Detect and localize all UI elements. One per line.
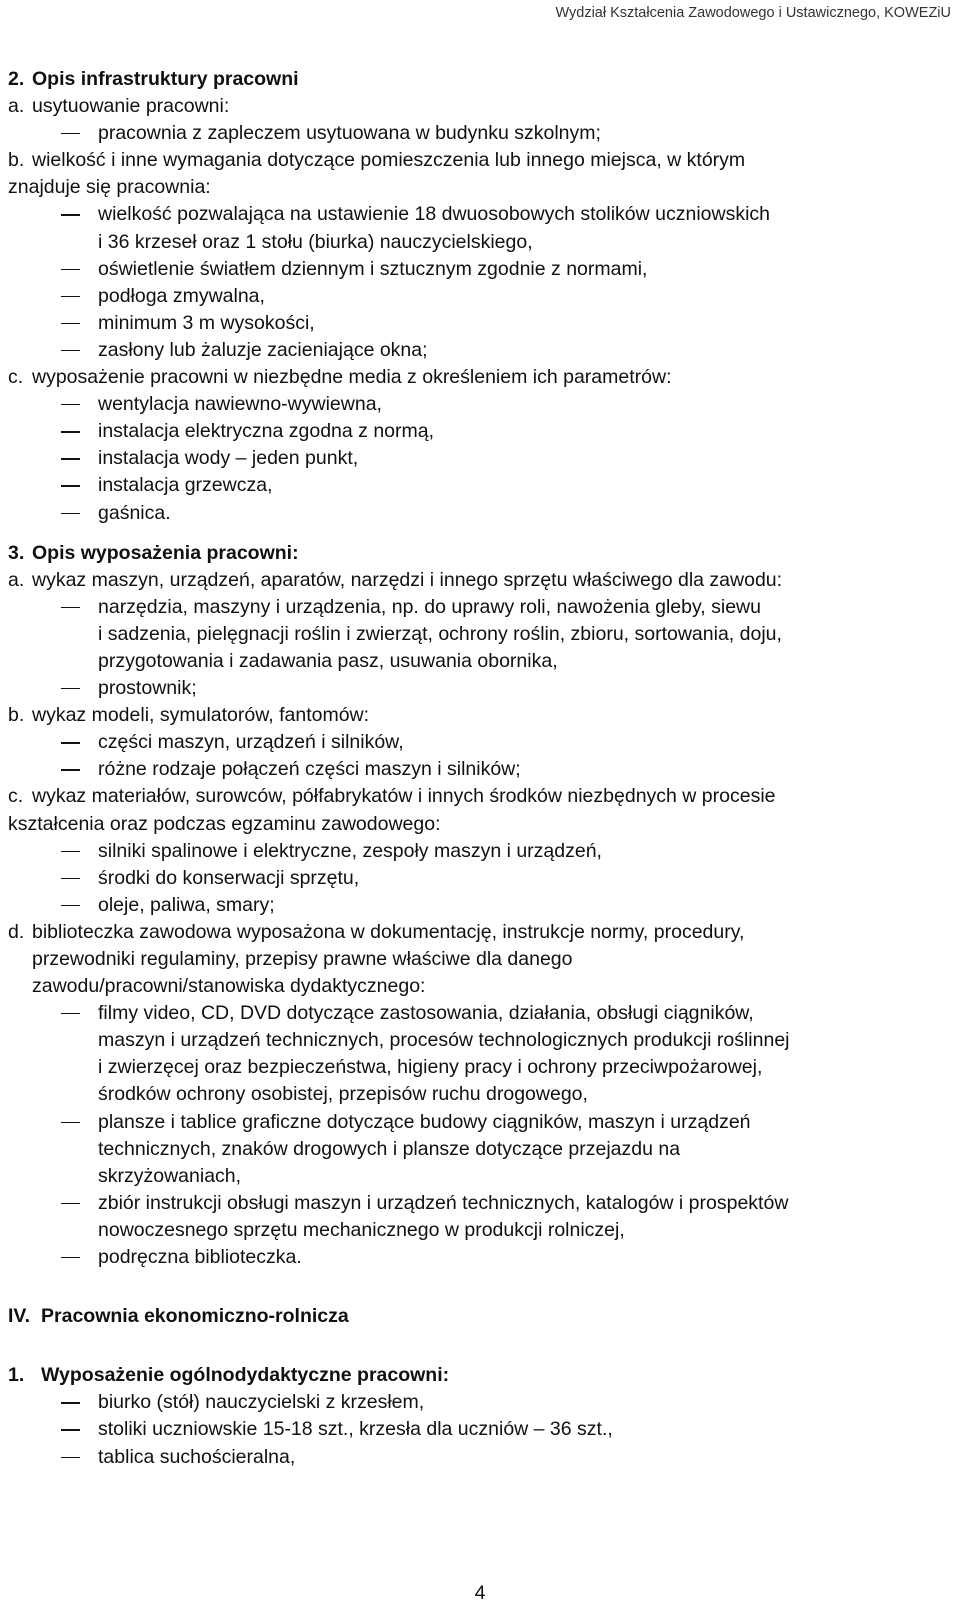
running-header: Wydział Kształcenia Zawodowego i Ustawicznego, KOWEZiU	[555, 5, 951, 21]
subsection-title: wykaz modeli, symulatorów, fantomów:	[32, 704, 370, 727]
page-number: 4	[474, 1582, 486, 1604]
subsection-title-continued	[0, 174, 960, 201]
list-item-text: i 36 krzeseł oraz 1 stołu (biurka) nauczycielskiego,	[98, 230, 533, 253]
dash-bullet	[61, 1402, 80, 1403]
subsection-heading	[0, 702, 960, 729]
list-item-text: narzędzia, maszyny i urządzenia, np. do uprawy roli, nawożenia gleby, siewu	[98, 595, 761, 618]
dash-bullet	[61, 742, 80, 743]
list-item-continued	[0, 1217, 960, 1244]
list-item	[0, 594, 960, 621]
dash-bullet	[61, 431, 80, 432]
list-item	[0, 892, 960, 919]
list-item	[0, 865, 960, 892]
dash-bullet	[61, 1457, 80, 1458]
dash-bullet	[61, 1122, 80, 1123]
list-item-continued	[0, 648, 960, 675]
list-item-text: nowoczesnego sprzętu mechanicznego w produkcji rolniczej,	[98, 1218, 625, 1241]
dash-bullet	[61, 688, 80, 689]
list-item-text: skrzyżowaniach,	[98, 1164, 242, 1187]
list-item-text: oleje, paliwa, smary;	[98, 893, 275, 916]
subsection-heading	[0, 93, 960, 120]
subsection-title: usytuowanie pracowni:	[32, 95, 230, 118]
dash-bullet	[61, 851, 80, 852]
list-item	[0, 337, 960, 364]
list-item	[0, 201, 960, 228]
list-item	[0, 1416, 960, 1443]
section-heading	[0, 540, 960, 567]
list-item-text: wielkość pozwalająca na ustawienie 18 dwuosobowych stolików uczniowskich	[98, 203, 771, 226]
dash-bullet	[61, 769, 80, 770]
section-number: 3.	[8, 541, 25, 564]
chapter-number: IV.	[8, 1305, 31, 1328]
list-item	[0, 391, 960, 418]
subsection-heading	[0, 147, 960, 174]
list-item	[0, 675, 960, 702]
dash-bullet	[61, 1257, 80, 1258]
list-item-continued	[0, 1027, 960, 1054]
list-item-text: instalacja wody – jeden punkt,	[98, 447, 359, 470]
list-item-text: części maszyn, urządzeń i silników,	[98, 731, 404, 754]
list-item-continued	[0, 229, 960, 256]
dash-bullet	[61, 350, 80, 351]
list-item	[0, 283, 960, 310]
list-item	[0, 472, 960, 499]
dash-bullet	[61, 296, 80, 297]
list-item-text: gaśnica.	[98, 501, 171, 524]
list-item-text: filmy video, CD, DVD dotyczące zastosowania, działania, obsługi ciągników,	[98, 1002, 754, 1025]
list-item-text: zbiór instrukcji obsługi maszyn i urządzeń technicznych, katalogów i prospektów	[98, 1191, 789, 1214]
dash-bullet	[61, 404, 80, 405]
list-item-continued	[0, 1136, 960, 1163]
list-item-continued	[0, 1081, 960, 1108]
list-item-text: i sadzenia, pielęgnacji roślin i zwierząt, ochrony roślin, zbioru, sortowania, doju,	[98, 622, 782, 645]
list-item-continued	[0, 1163, 960, 1190]
list-item	[0, 310, 960, 337]
list-item	[0, 1190, 960, 1217]
list-item-text: przygotowania i zadawania pasz, usuwania obornika,	[98, 649, 558, 672]
list-item-text: maszyn i urządzeń technicznych, procesów technologicznych produkcji roślinnej	[98, 1029, 790, 1052]
dash-bullet	[61, 485, 80, 486]
list-item	[0, 1244, 960, 1271]
chapter-title: Pracownia ekonomiczno-rolnicza	[41, 1305, 349, 1328]
subsection-letter: a.	[8, 95, 25, 118]
list-item-text: środki do konserwacji sprzętu,	[98, 866, 360, 889]
list-item-text: instalacja grzewcza,	[98, 474, 273, 497]
list-item-text: środków ochrony osobistej, przepisów ruchu drogowego,	[98, 1083, 588, 1106]
subsection-title-line: przewodniki regulaminy, przepisy prawne właściwe dla danego	[32, 948, 573, 970]
list-item-text: oświetlenie światłem dziennym i sztucznym zgodnie z normami,	[98, 257, 648, 280]
subsection-title: wykaz materiałów, surowców, półfabrykatów i innych środków niezbędnych w procesie	[32, 785, 776, 808]
list-item	[0, 1000, 960, 1027]
list-item	[0, 445, 960, 472]
subsection-heading	[0, 919, 960, 946]
subsection-title: wykaz maszyn, urządzeń, aparatów, narzędzi i innego sprzętu właściwego dla zawodu:	[32, 568, 783, 591]
subsection-title: wyposażenie pracowni w niezbędne media z określeniem ich parametrów:	[32, 366, 672, 389]
list-item-text: różne rodzaje połączeń części maszyn i silników;	[98, 758, 521, 781]
list-item-text: podręczna biblioteczka.	[98, 1246, 302, 1269]
list-item-text: biurko (stół) nauczycielski z krzesłem,	[98, 1391, 425, 1414]
list-item-text: i zwierzęcej oraz bezpieczeństwa, higieny pracy i ochrony przeciwpożarowej,	[98, 1056, 763, 1079]
section-number: 1.	[8, 1364, 25, 1387]
subsection-letter: b.	[8, 149, 25, 172]
list-item	[0, 838, 960, 865]
dash-bullet	[61, 269, 80, 270]
dash-bullet	[61, 878, 80, 879]
list-item-continued	[0, 1054, 960, 1081]
subsection-letter: c.	[8, 366, 24, 389]
list-item	[0, 120, 960, 147]
subsection-letter: a.	[8, 568, 25, 591]
list-item	[0, 729, 960, 756]
subsection-title-line: znajduje się pracownia:	[8, 176, 211, 199]
list-item-text: zasłony lub żaluzje zacieniające okna;	[98, 338, 428, 361]
chapter-heading	[0, 1303, 960, 1330]
list-item	[0, 1444, 960, 1471]
list-item-text: prostownik;	[98, 677, 197, 700]
dash-bullet	[61, 905, 80, 906]
dash-bullet	[61, 607, 80, 608]
subsection-title-continued	[0, 811, 960, 838]
dash-bullet	[61, 458, 80, 459]
subsection-letter: b.	[8, 704, 25, 727]
subsection-heading	[0, 364, 960, 391]
list-item-text: podłoga zmywalna,	[98, 284, 265, 307]
dash-bullet	[61, 1013, 80, 1014]
document-body	[0, 66, 960, 1471]
subsection-title-line: zawodu/pracowni/stanowiska dydaktycznego:	[32, 975, 426, 998]
subsection-title-line: kształcenia oraz podczas egzaminu zawodowego:	[8, 812, 441, 835]
list-item	[0, 418, 960, 445]
subsection-title-continued	[0, 946, 960, 973]
dash-bullet	[61, 513, 80, 514]
list-item	[0, 1389, 960, 1416]
section-title: Opis wyposażenia pracowni:	[32, 541, 299, 564]
list-item-continued	[0, 621, 960, 648]
section-title: Opis infrastruktury pracowni	[32, 68, 299, 90]
section-heading	[0, 1362, 960, 1389]
dash-bullet	[61, 133, 80, 134]
subsection-title: biblioteczka zawodowa wyposażona w dokumentację, instrukcje normy, procedury,	[32, 920, 745, 943]
dash-bullet	[61, 1203, 80, 1204]
list-item-text: wentylacja nawiewno-wywiewna,	[98, 393, 382, 416]
list-item	[0, 256, 960, 283]
dash-bullet	[61, 1429, 80, 1430]
list-item-text: plansze i tablice graficzne dotyczące budowy ciągników, maszyn i urządzeń	[98, 1110, 751, 1133]
list-item-text: silniki spalinowe i elektryczne, zespoły maszyn i urządzeń,	[98, 839, 602, 862]
list-item-text: tablica suchościeralna,	[98, 1445, 296, 1468]
subsection-heading	[0, 567, 960, 594]
list-item-text: minimum 3 m wysokości,	[98, 311, 315, 334]
list-item-text: instalacja elektryczna zgodna z normą,	[98, 420, 435, 443]
list-item	[0, 1109, 960, 1136]
subsection-heading	[0, 783, 960, 810]
dash-bullet	[61, 214, 80, 215]
list-item-text: pracownia z zapleczem usytuowana w budynku szkolnym;	[98, 122, 601, 145]
subsection-title-continued	[0, 973, 960, 1000]
list-item	[0, 756, 960, 783]
list-item-text: technicznych, znaków drogowych i plansze dotyczące przejazdu na	[98, 1137, 681, 1160]
section-title: Wyposażenie ogólnodydaktyczne pracowni:	[41, 1364, 450, 1387]
list-item	[0, 500, 960, 527]
section-heading	[0, 66, 960, 93]
subsection-letter: c.	[8, 785, 24, 808]
list-item-text: stoliki uczniowskie 15-18 szt., krzesła dla uczniów – 36 szt.,	[98, 1418, 613, 1441]
subsection-letter: d.	[8, 920, 25, 943]
subsection-title: wielkość i inne wymagania dotyczące pomieszczenia lub innego miejsca, w którym	[32, 149, 746, 172]
dash-bullet	[61, 323, 80, 324]
section-number: 2.	[8, 68, 25, 90]
